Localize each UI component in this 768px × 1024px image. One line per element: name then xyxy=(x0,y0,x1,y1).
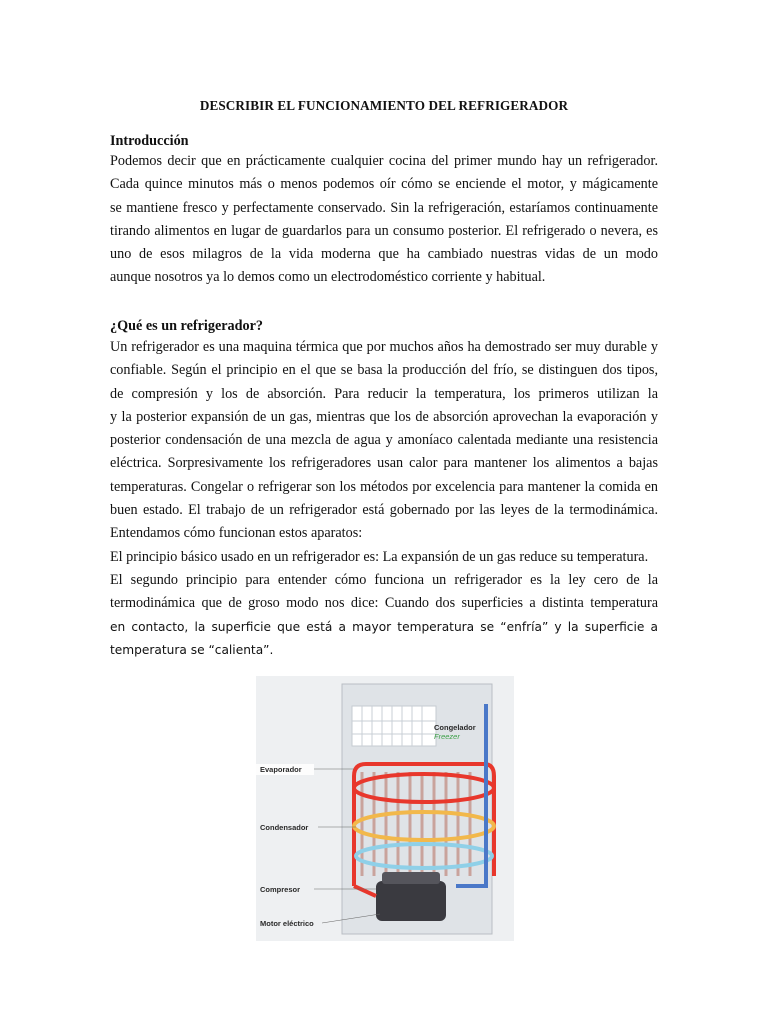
compressor xyxy=(376,881,446,921)
label-compresor: Compresor xyxy=(260,885,301,894)
text-line: El principio básico usado en un refrigerador es: La expansión de un gas reduce su temperatura. xyxy=(110,548,649,565)
label-condensador: Condensador xyxy=(260,823,309,832)
text-line: y la posterior expansión de un gas, mientras que los de absorción aprovechan la evaporación y xyxy=(110,408,658,425)
compressor-top xyxy=(382,872,440,884)
label-evaporador: Evaporador xyxy=(260,765,302,774)
section-heading-introduccion: Introducción xyxy=(110,133,189,149)
text-line: buen estado. El trabajo de un refrigerador está gobernado por las leyes de la termodinámica. xyxy=(110,502,658,519)
text-line: uno de esos milagros de la vida moderna que ha cambiado nuestras vidas de un modo xyxy=(110,246,658,263)
paragraph-que-es xyxy=(110,336,658,662)
text-line: tirando alimentos en lugar de guardarlos para un consumo posterior. El refrigerado o nevera, es xyxy=(110,222,658,239)
text-line: aunque nosotros ya lo demos como un electrodoméstico corriente y habitual. xyxy=(110,269,546,286)
document-title: DESCRIBIR EL FUNCIONAMIENTO DEL REFRIGERADOR xyxy=(199,98,569,113)
refrigerator-diagram xyxy=(256,676,514,941)
label-congelador: Congelador xyxy=(434,723,476,732)
text-line: Podemos decir que en prácticamente cualquier cocina del primer mundo hay un refrigerador. xyxy=(110,153,658,169)
section-heading-que-es: ¿Qué es un refrigerador? xyxy=(110,318,264,334)
text-line: confiable. Según el principio en el que se basa la producción del frío, se distinguen dos tipos, xyxy=(110,362,658,379)
text-line: Entendamos cómo funcionan estos aparatos: xyxy=(110,525,363,542)
text-line: en contacto, la superficie que está a mayor temperatura se “enfría” y la superficie a xyxy=(110,619,658,634)
text-line: Cada quince minutos más o menos podemos oír cómo se enciende el motor, y mágicamente xyxy=(110,176,658,193)
label-freezer: Freezer xyxy=(434,732,460,741)
text-line: eléctrica. Sorpresivamente los refrigeradores usan calor para mantener los alimentos a bajas xyxy=(110,455,658,472)
paragraph-introduccion xyxy=(110,150,658,290)
text-line: se mantiene fresco y perfectamente conservado. Sin la refrigeración, estaríamos continuamente xyxy=(110,199,658,216)
text-line: Un refrigerador es una maquina térmica que por muchos años ha demostrado ser muy durable y xyxy=(110,339,658,355)
text-line: temperaturas. Congelar o refrigerar son los métodos por excelencia para mantener la comida en xyxy=(110,478,658,495)
text-line: temperatura se “calienta”. xyxy=(110,642,274,657)
freezer-grid xyxy=(352,706,436,746)
text-line: El segundo principio para entender cómo funciona un refrigerador es la ley cero de la xyxy=(110,571,658,588)
text-line: de compresión y los de absorción. Para reducir la temperatura, los primeros utilizan la xyxy=(110,385,658,402)
text-line: termodinámica que de groso modo nos dice: Cuando dos superficies a distinta temperatura xyxy=(110,595,658,612)
label-motor-electrico: Motor eléctrico xyxy=(260,919,314,928)
text-line: posterior condensación de una mezcla de agua y amoníaco calentada mediante una resistencia xyxy=(110,432,658,449)
refrigerator-diagram-svg xyxy=(256,676,514,941)
